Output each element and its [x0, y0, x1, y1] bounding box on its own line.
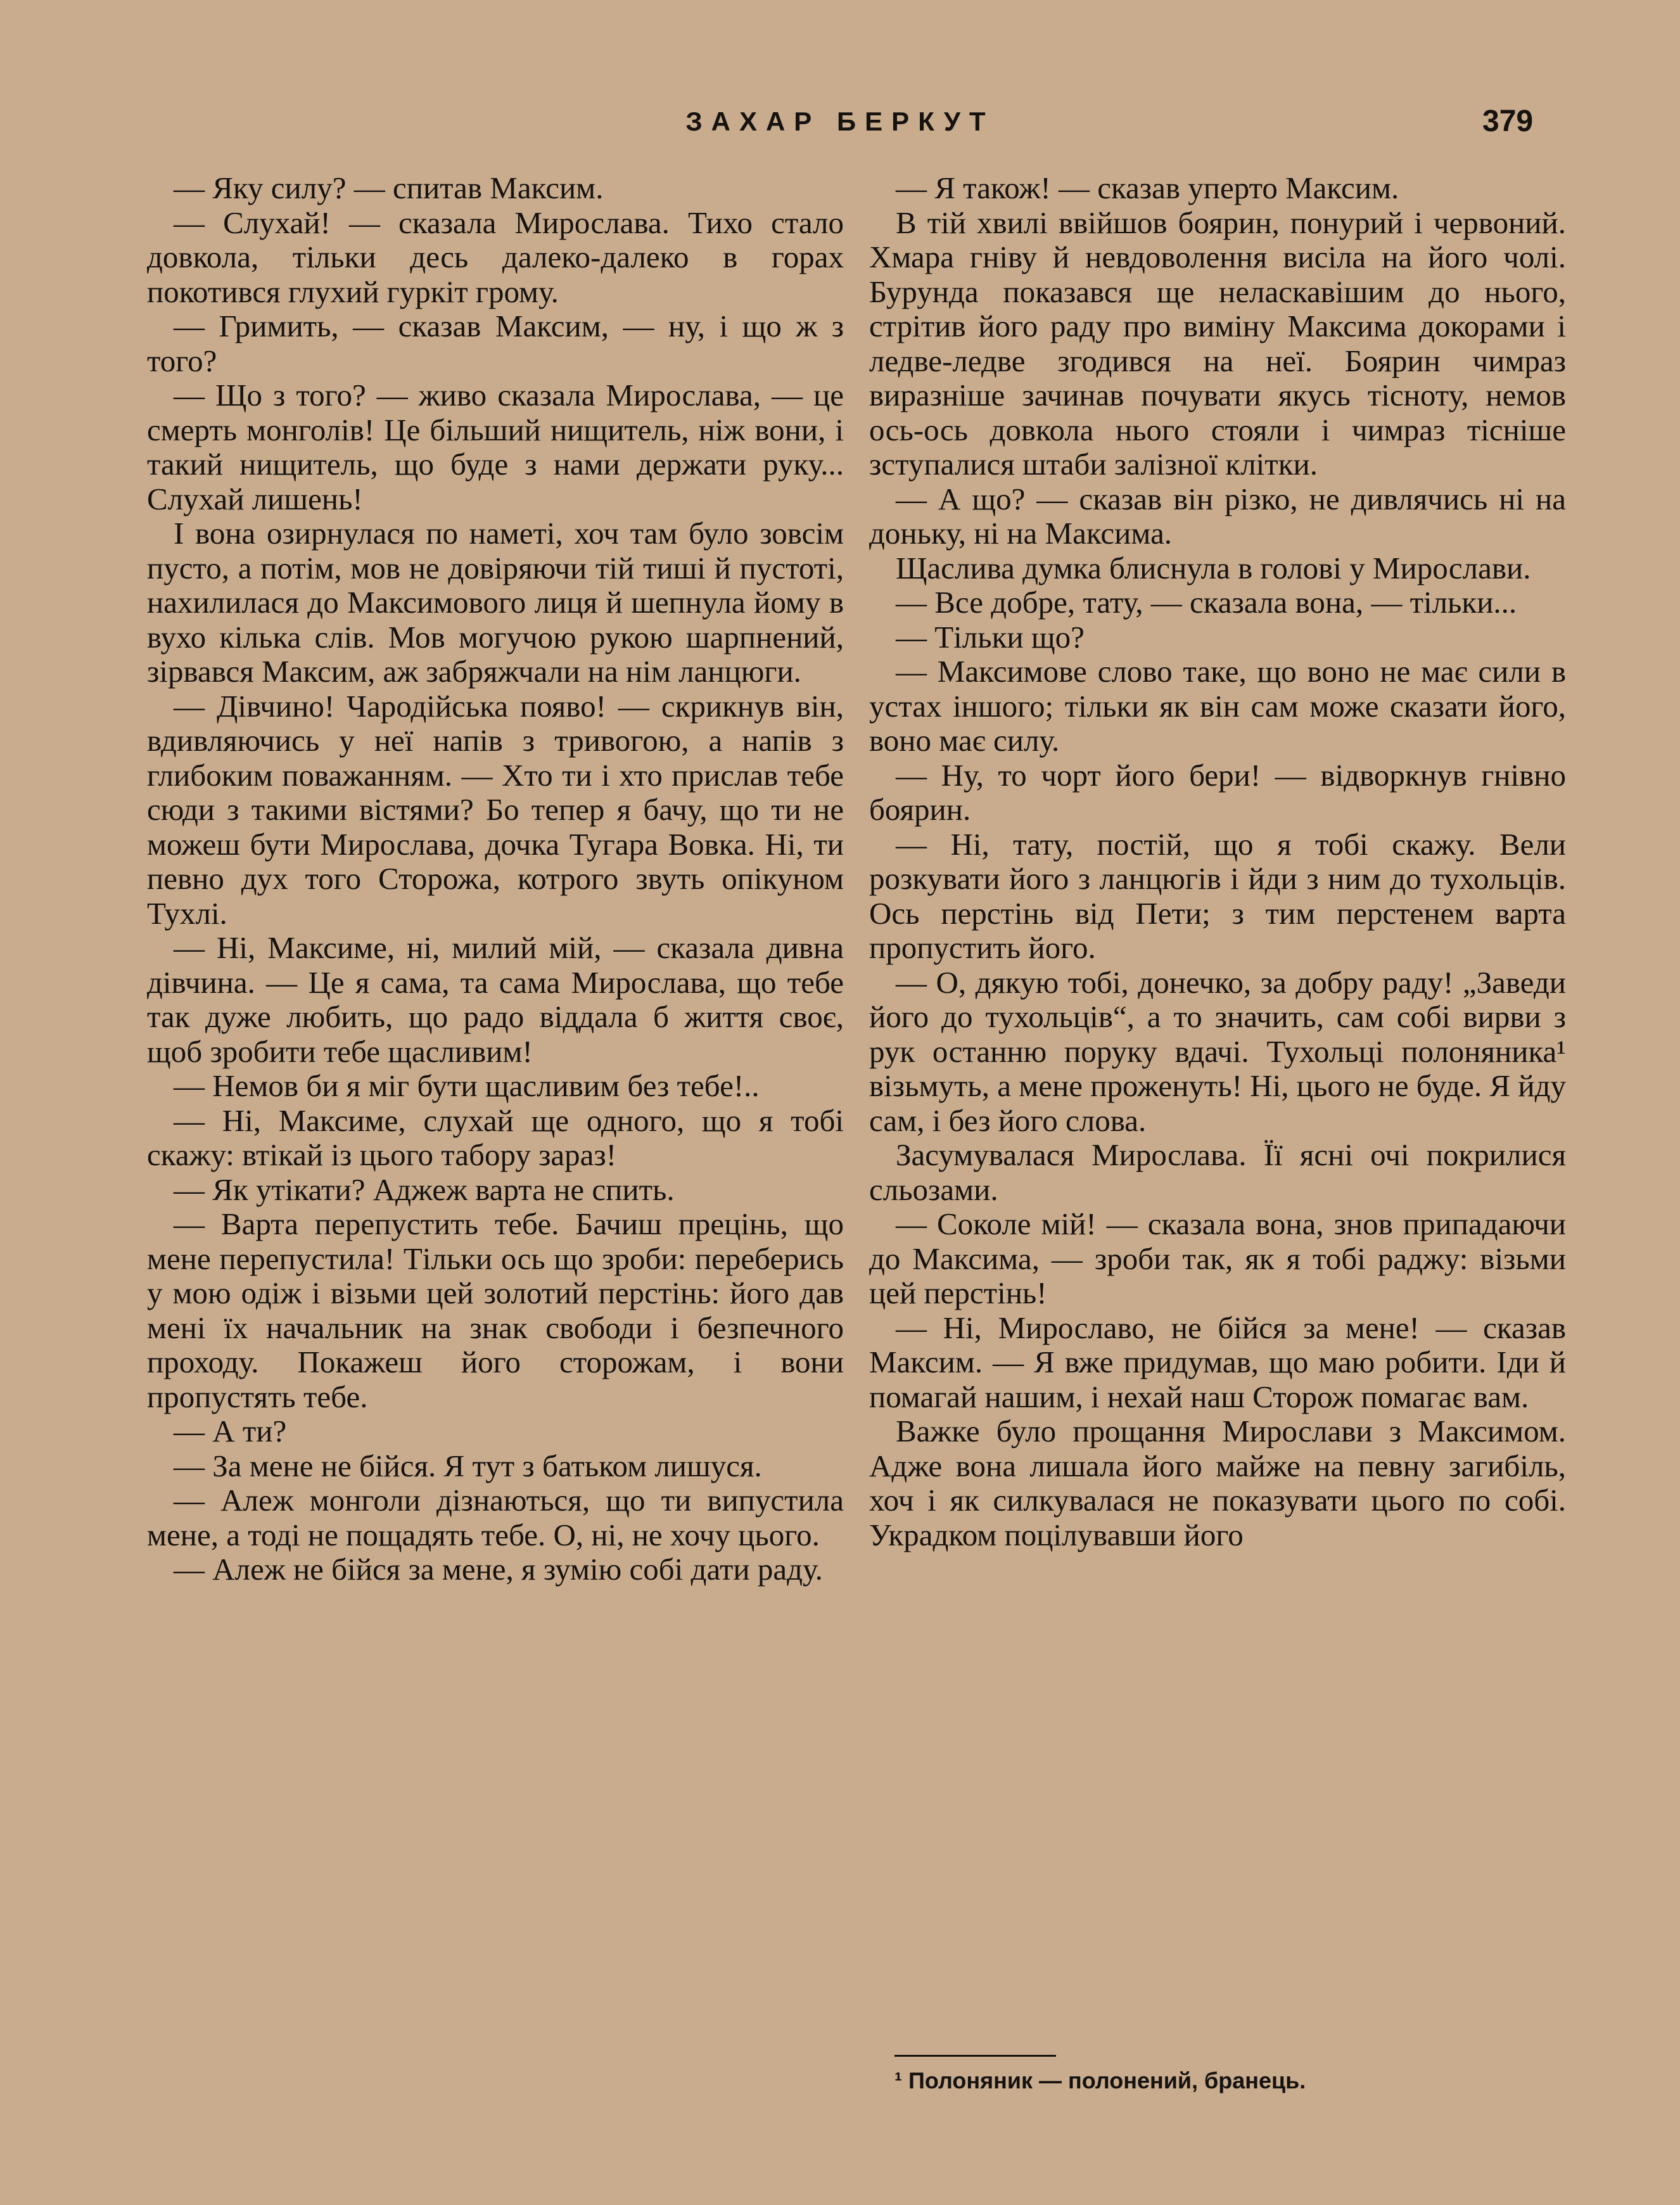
paragraph: — Я також! — сказав уперто Максим.	[896, 170, 1399, 205]
paragraph: — Слухай! — сказала Мирослава. Тихо стало довкола, тільки десь далеко-далеко в горах покотився глухий гуркіт грому.	[147, 205, 844, 309]
paragraph: Щаслива думка блиснула в голові у Мирослави.	[896, 550, 1531, 585]
footnote-divider	[894, 2055, 1056, 2057]
paragraph: — Соколе мій! — сказала вона, знов припадаючи до Максима, — зроби так, як я тобі раджу: візьми цей перстінь!	[869, 1206, 1566, 1310]
paragraph: — Алеж монголи дізнаються, що ти випустила мене, а тоді не пощадять тебе. О, ні, не хочу цього.	[147, 1483, 844, 1552]
paragraph: — А ти?	[174, 1414, 287, 1448]
paragraph: — А що? — сказав він різко, не дивлячись ні на доньку, ні на Максима.	[869, 481, 1566, 551]
paragraph: — Що з того? — живо сказала Мирослава, — це смерть монголів! Це більший нищитель, ніж вони, і такий нищитель, що буде з нами держати руку... Слухай лишень!	[147, 378, 844, 516]
running-header-title: ЗАХАР БЕРКУТ	[685, 106, 995, 136]
paragraph: — Алеж не бійся за мене, я зумію собі дати раду.	[174, 1552, 823, 1587]
paragraph: Засумувалася Мирослава. Її ясні очі покрилися сльозами.	[869, 1137, 1566, 1207]
paragraph: — Дівчино! Чародійська появо! — скрикнув він, вдивляючись у неї напів з тривогою, а напів з глибоким поважанням. — Хто ти і хто прислав тебе сюди з такими вістями? Бо тепер я бачу, що ти не можеш бути Мирослава, дочка Тугара Вовка. Ні, ти певно дух того Сторожа, котрого звуть опікуном Тухлі.	[147, 688, 844, 931]
paragraph: Важке було прощання Мирослави з Максимом. Адже вона лишала його майже на певну загибіль, хоч і як силкувалася не показувати цього по собі. Украдком поцілувавши його	[869, 1414, 1566, 1552]
right-column	[869, 171, 1566, 1552]
footnote: ¹ Полоняник — полонений, бранець.	[894, 2068, 1306, 2093]
paragraph: — Гримить, — сказав Максим, — ну, і що ж з того?	[147, 309, 844, 378]
paragraph: — Як утікати? Аджеж варта не спить.	[174, 1172, 675, 1207]
paragraph: В тій хвилі ввійшов боярин, понурий і червоний. Хмара гніву й невдоволення висіла на його чолі. Бурунда показався ще неласкавішим до нього, стрітив його раду про виміну Максима докорами і ледве-ледве згодився на неї. Боярин чимраз виразніше зачинав почувати якусь тісноту, немов ось-ось довкола нього стояли і чимраз тісніше зступалися штаби залізної клітки.	[869, 205, 1566, 482]
paragraph: — За мене не бійся. Я тут з батьком лишуся.	[174, 1448, 762, 1483]
paragraph: — Ні, Максиме, ні, милий мій, — сказала дивна дівчина. — Це я сама, та сама Мирослава, що тебе так дуже любить, що радо віддала б життя своє, щоб зробити тебе щасливим!	[147, 930, 844, 1069]
page-number: 379	[1482, 105, 1534, 138]
paragraph: — Яку силу? — спитав Максим.	[174, 170, 604, 205]
paragraph: — Ні, тату, постій, що я тобі скажу. Вели розкувати його з ланцюгів і йди з ним до тухольців. Ось перстінь від Пети; з тим перстенем варта пропустить його.	[869, 826, 1566, 965]
paragraph: — Ні, Максиме, слухай ще одного, що я тобі скажу: втікай із цього табору зараз!	[147, 1102, 844, 1172]
paragraph: — Варта перепустить тебе. Бачиш прецінь, що мене перепустила! Тільки ось що зроби: переберись у мою одіж і візьми цей золотий перстінь: його дав мені їх начальник на знак свободи і безпечного проходу. Покажеш його сторожам, і вони пропустять тебе.	[147, 1206, 844, 1414]
paragraph: — Немов би я міг бути щасливим без тебе!..	[174, 1068, 760, 1103]
paragraph: — Максимове слово таке, що воно не має сили в устах іншого; тільки як він сам може сказати його, воно має силу.	[869, 654, 1566, 758]
paragraph: І вона озирнулася по наметі, хоч там було зовсім пусто, а потім, мов не довіряючи тій тиші й пустоті, нахилилася до Максимового лиця й шепнула йому в вухо кілька слів. Мов могучою рукою шарпнений, зірвався Максим, аж забряжчали на нім ланцюги.	[147, 516, 844, 689]
left-column	[147, 171, 844, 1587]
paragraph: — Тільки що?	[896, 619, 1085, 655]
paragraph: — Ні, Мирославо, не бійся за мене! — сказав Максим. — Я вже придумав, що маю робити. Іди й помагай нашим, і нехай наш Сторож помагає вам.	[869, 1310, 1566, 1414]
paragraph: — Ну, то чорт його бери! — відворкнув гнівно боярин.	[869, 757, 1566, 827]
paragraph: — Все добре, тату, — сказала вона, — тільки...	[896, 585, 1517, 620]
paragraph: — О, дякую тобі, донечко, за добру раду! „Заведи його до тухольців“, а то значить, сам собі вирви з рук останню поруку вдачі. Тухольці полоняника¹ візьмуть, а мене проженуть! Ні, цього не буде. Я йду сам, і без його слова.	[869, 964, 1566, 1138]
